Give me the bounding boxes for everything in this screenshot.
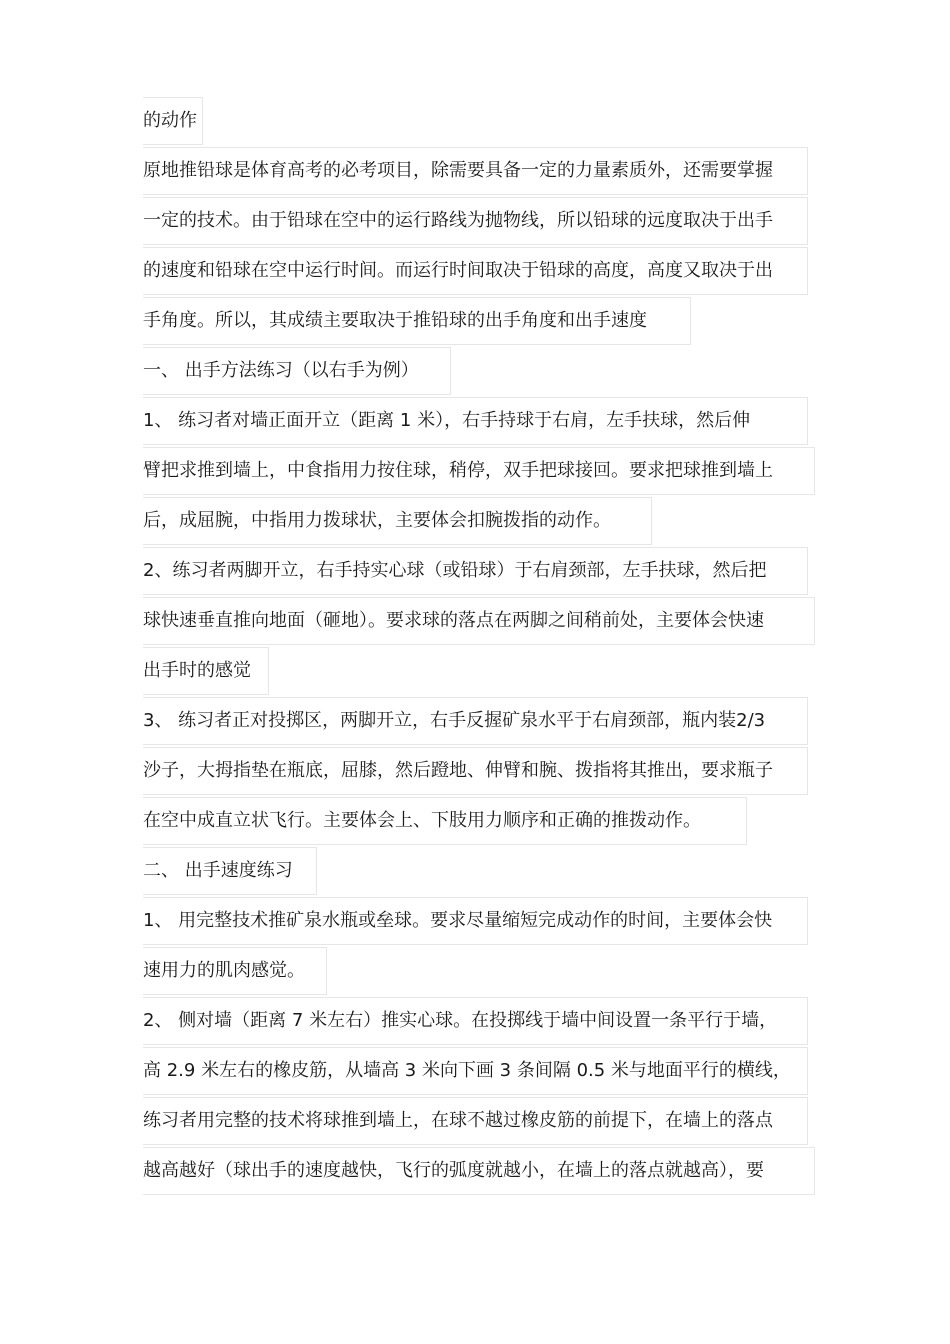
line-text: 在空中成直立状飞行。主要体会上、下肢用力顺序和正确的推拨动作。 — [143, 810, 701, 831]
line-text: 一定的技术。由于铅球在空中的运行路线为抛物线，所以铅球的远度取决于出手 — [143, 210, 773, 231]
text-line — [143, 297, 691, 345]
text-line — [143, 547, 808, 595]
line-text: 越高越好（球出手的速度越快，飞行的弧度就越小，在墙上的落点就越高），要 — [143, 1160, 764, 1181]
text-line — [143, 597, 815, 645]
line-text: 速用力的肌肉感觉。 — [143, 960, 305, 981]
text-line — [143, 97, 203, 145]
line-text: 3、 练习者正对投掷区，两脚开立，右手反握矿泉水平于右肩颈部，瓶内装2/3 — [143, 710, 766, 731]
line-text: 手角度。所以，其成绩主要取决于推铅球的出手角度和出手速度 — [143, 310, 647, 331]
text-line — [143, 947, 327, 995]
text-line — [143, 997, 808, 1045]
line-text: 2、 侧对墙（距离 7 米左右）推实心球。在投掷线于墙中间设置一条平行于墙， — [143, 1010, 778, 1031]
text-line — [143, 1097, 808, 1145]
text-line — [143, 497, 652, 545]
line-text: 出手时的感觉 — [143, 660, 251, 681]
text-line — [143, 897, 808, 945]
line-text: 二、 出手速度练习 — [143, 860, 293, 881]
line-text: 练习者用完整的技术将球推到墙上，在球不越过橡皮筋的前提下，在墙上的落点 — [143, 1110, 773, 1131]
text-line — [143, 697, 808, 745]
text-line — [143, 1147, 815, 1195]
text-line — [143, 747, 808, 795]
line-text: 球快速垂直推向地面（砸地）。要求球的落点在两脚之间稍前处，主要体会快速 — [143, 610, 764, 631]
line-text: 2、练习者两脚开立，右手持实心球（或铅球）于右肩颈部，左手扶球，然后把 — [143, 560, 767, 581]
line-text: 后，成屈腕，中指用力拨球状，主要体会扣腕拨指的动作。 — [143, 510, 611, 531]
text-line — [143, 647, 269, 695]
text-line — [143, 247, 808, 295]
line-text: 沙子，大拇指垫在瓶底，屈膝，然后蹬地、伸臂和腕、拨指将其推出，要求瓶子 — [143, 760, 773, 781]
text-line — [143, 197, 808, 245]
text-line — [143, 797, 747, 845]
line-text: 1、 练习者对墙正面开立（距离 1 米），右手持球于右肩，左手扶球，然后伸 — [143, 410, 751, 431]
line-text: 1、 用完整技术推矿泉水瓶或垒球。要求尽量缩短完成动作的时间，主要体会快 — [143, 910, 773, 931]
line-text: 高 2.9 米左右的橡皮筋，从墙高 3 米向下画 3 条间隔 0.5 米与地面平行的横线， — [143, 1060, 791, 1081]
text-line — [143, 1047, 808, 1095]
text-line — [143, 397, 808, 445]
line-text: 的速度和铅球在空中运行时间。而运行时间取决于铅球的高度，高度又取决于出 — [143, 260, 773, 281]
text-line — [143, 447, 815, 495]
line-text: 原地推铅球是体育高考的必考项目，除需要具备一定的力量素质外，还需要掌握 — [143, 160, 773, 181]
section-heading — [143, 847, 317, 895]
line-text: 臂把求推到墙上，中食指用力按住球，稍停，双手把球接回。要求把球推到墙上 — [143, 460, 773, 481]
line-text: 一、 出手方法练习（以右手为例） — [143, 360, 419, 381]
text-line — [143, 147, 808, 195]
line-text: 的动作 — [143, 110, 197, 131]
section-heading — [143, 347, 451, 395]
